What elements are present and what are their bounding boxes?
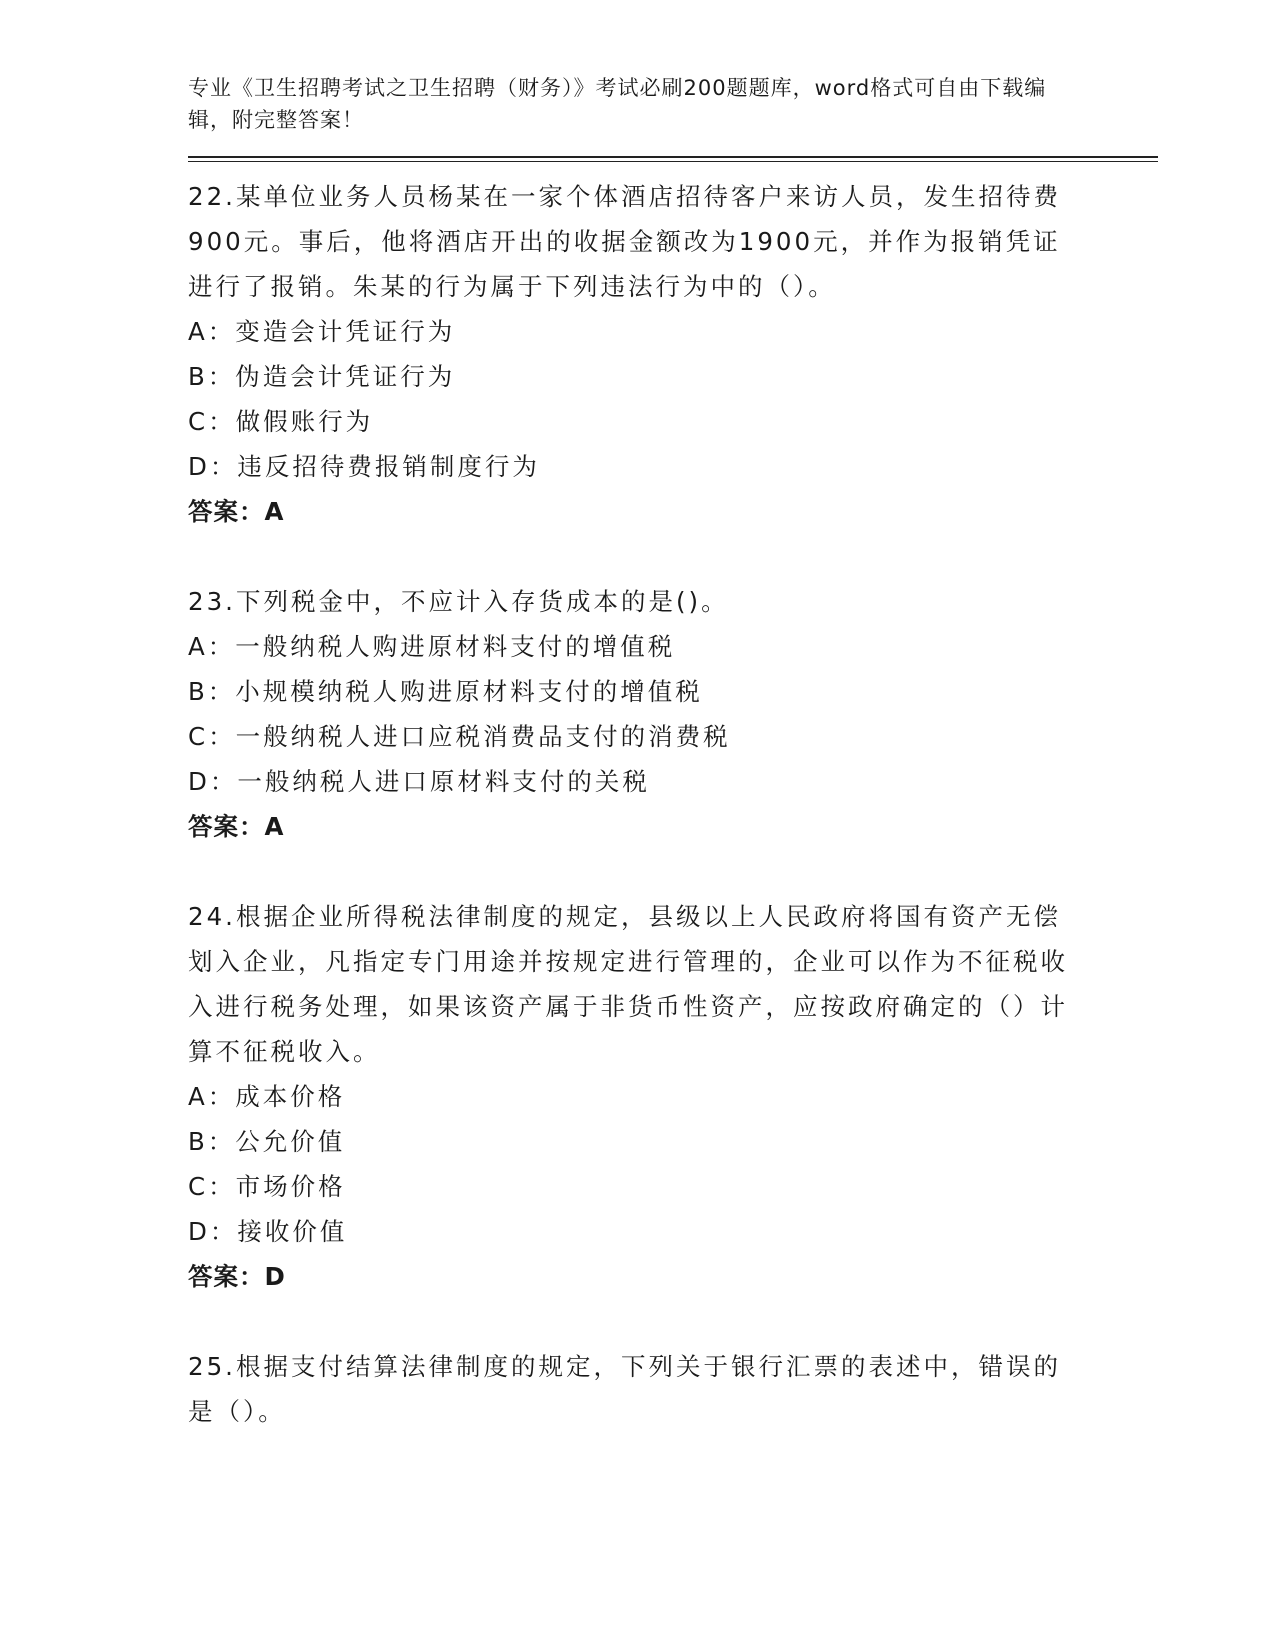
document-header: 专业《卫生招聘考试之卫生招聘（财务）》考试必刷200题题库，word格式可自由下载编辑，附完整答案！ bbox=[188, 76, 1047, 132]
answer: 答案：A bbox=[188, 812, 285, 841]
question-stem: 25.根据支付结算法律制度的规定，下列关于银行汇票的表述中，错误的是（）。 bbox=[188, 1352, 1061, 1426]
option-b: B：公允价值 bbox=[188, 1127, 346, 1156]
answer: 答案：A bbox=[188, 497, 285, 526]
option-c: C：一般纳税人进口应税消费品支付的消费税 bbox=[188, 722, 731, 751]
answer: 答案：D bbox=[188, 1262, 286, 1291]
option-c: C：市场价格 bbox=[188, 1172, 346, 1201]
option-a: A：一般纳税人购进原材料支付的增值税 bbox=[188, 632, 676, 661]
option-a: A：成本价格 bbox=[188, 1082, 346, 1111]
header-divider bbox=[188, 156, 1158, 162]
option-c: C：做假账行为 bbox=[188, 407, 374, 436]
option-a: A：变造会计凭证行为 bbox=[188, 317, 456, 346]
question-23 bbox=[188, 579, 1158, 849]
option-d: D：一般纳税人进口原材料支付的关税 bbox=[188, 767, 650, 796]
option-b: B：小规模纳税人购进原材料支付的增值税 bbox=[188, 677, 703, 706]
option-b: B：伪造会计凭证行为 bbox=[188, 362, 456, 391]
option-d: D：违反招待费报销制度行为 bbox=[188, 452, 540, 481]
question-stem: 22.某单位业务人员杨某在一家个体酒店招待客户来访人员，发生招待费900元。事后，他将酒店开出的收据金额改为1900元，并作为报销凭证进行了报销。朱某的行为属于下列违法行为中的（）。 bbox=[188, 182, 1061, 301]
question-stem: 23.下列税金中，不应计入存货成本的是()。 bbox=[188, 587, 729, 616]
option-d: D：接收价值 bbox=[188, 1217, 348, 1246]
document-page bbox=[188, 72, 1158, 1434]
question-24 bbox=[188, 894, 1158, 1299]
question-stem: 24.根据企业所得税法律制度的规定，县级以上人民政府将国有资产无偿划入企业，凡指定专门用途并按规定进行管理的，企业可以作为不征税收入进行税务处理，如果该资产属于非货币性资产，应按政府确定的（）计算不征税收入。 bbox=[188, 902, 1068, 1066]
question-22 bbox=[188, 174, 1158, 534]
question-25 bbox=[188, 1344, 1158, 1434]
